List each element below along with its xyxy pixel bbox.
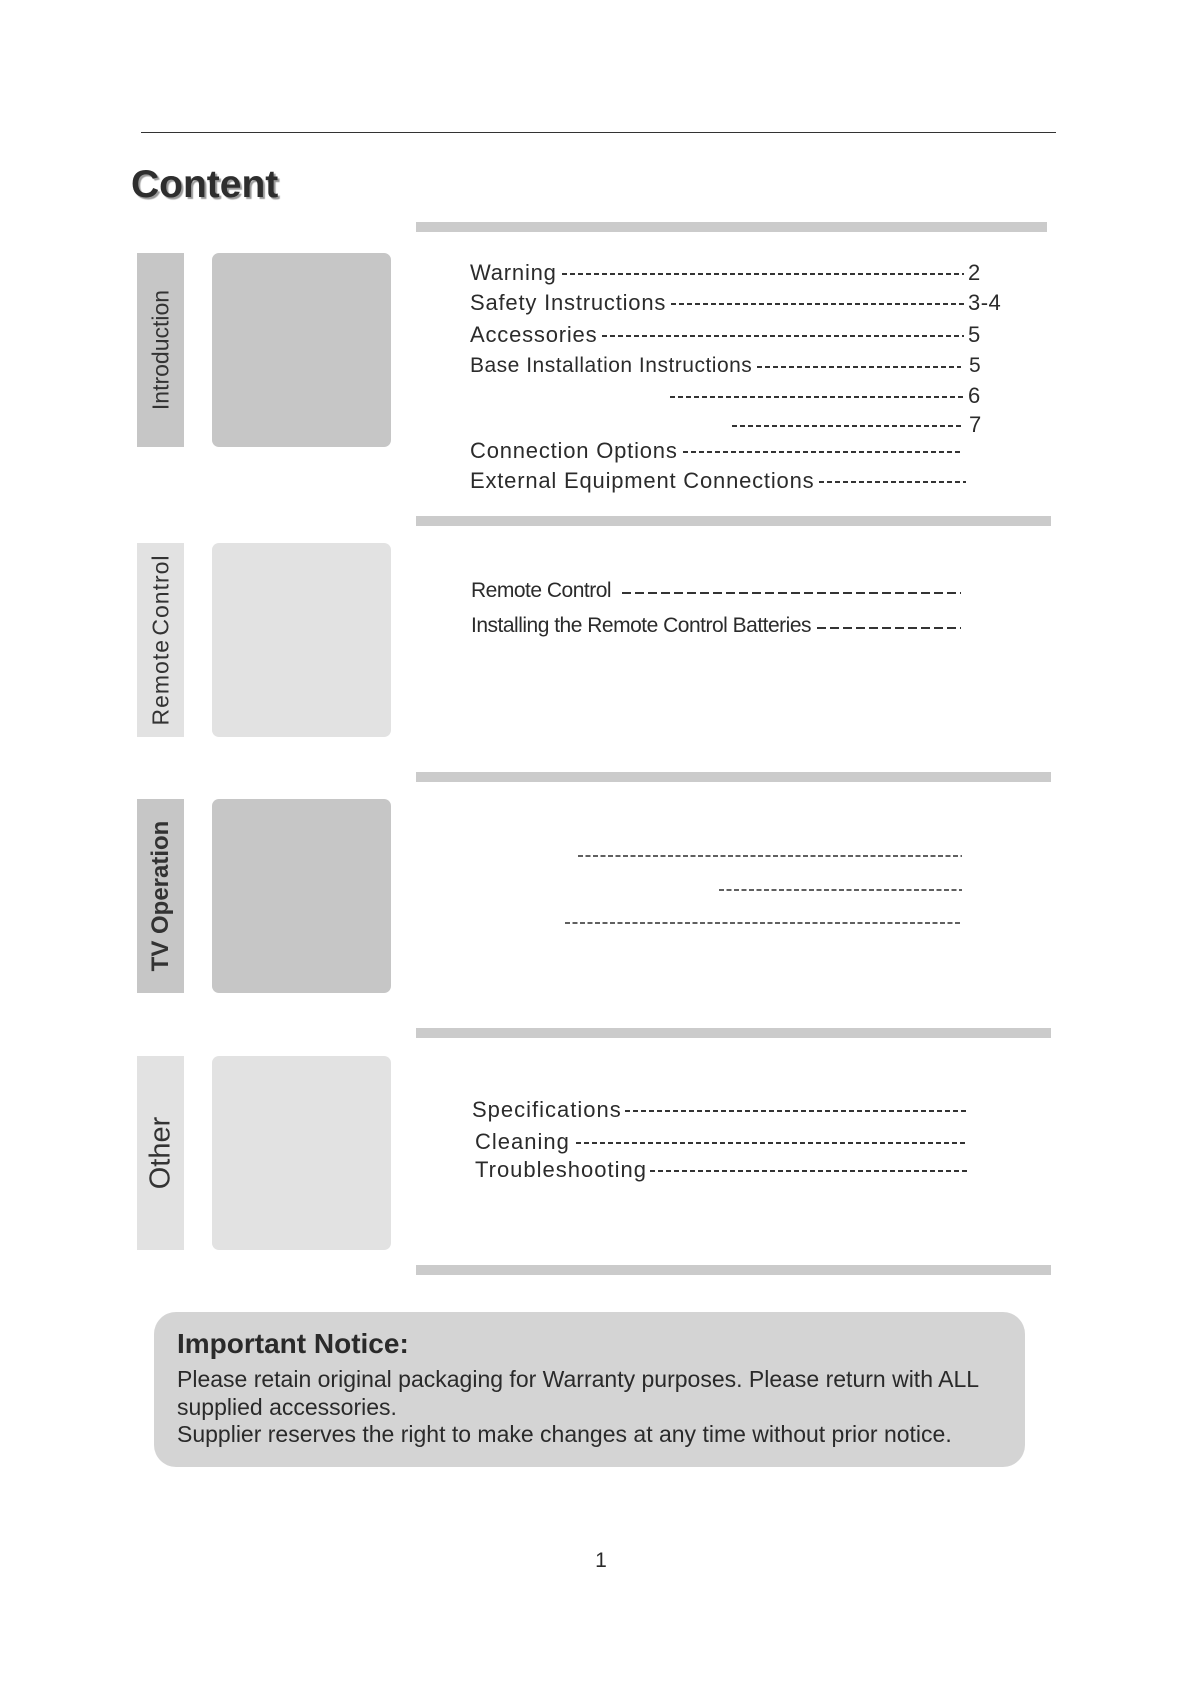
toc-leader bbox=[625, 1096, 967, 1124]
section-divider bbox=[416, 772, 1051, 782]
notice-title: Important Notice: bbox=[177, 1328, 409, 1359]
toc-leader bbox=[670, 382, 964, 410]
section-divider bbox=[416, 516, 1051, 526]
toc-page-number: 3-4 bbox=[968, 290, 1002, 315]
toc-entry bbox=[470, 259, 981, 287]
toc-entry-label: Safety Instructions bbox=[470, 290, 667, 315]
toc-leader bbox=[622, 577, 961, 605]
toc-leader bbox=[819, 467, 966, 495]
header-rule bbox=[141, 132, 1056, 133]
toc-entry bbox=[475, 1128, 967, 1156]
toc-leader bbox=[578, 855, 962, 857]
toc-page-number: 2 bbox=[968, 260, 981, 285]
section-tab-label: Introduction bbox=[147, 289, 173, 411]
section-thumbnail bbox=[212, 543, 391, 737]
section-divider bbox=[416, 1265, 1051, 1275]
section-tab-remote-control bbox=[137, 543, 184, 737]
notice-line: Please retain original packaging for Warranty purposes. Please return with ALL bbox=[177, 1366, 980, 1392]
section-thumbnail bbox=[212, 253, 391, 447]
toc-leader bbox=[757, 352, 961, 380]
toc-entry bbox=[471, 612, 961, 640]
toc-leader bbox=[576, 1128, 967, 1156]
toc-entry bbox=[470, 467, 966, 495]
section-tab-other bbox=[137, 1056, 184, 1250]
toc-entry-label: Installing the Remote Control Batteries bbox=[471, 614, 812, 637]
toc-entry-label: Specifications bbox=[472, 1097, 622, 1122]
section-tab-label: Remote Control bbox=[147, 554, 173, 726]
toc-entry bbox=[470, 437, 962, 465]
toc-entry bbox=[470, 352, 982, 380]
toc-entry bbox=[470, 321, 981, 349]
page-title: Content bbox=[131, 163, 279, 206]
notice-line: supplied accessories. bbox=[177, 1393, 397, 1420]
toc-entry bbox=[471, 577, 961, 605]
toc-entry bbox=[472, 1096, 967, 1124]
toc-page-number: 6 bbox=[968, 383, 981, 408]
toc-entry bbox=[732, 411, 982, 439]
toc-leader bbox=[565, 922, 962, 924]
important-notice-box bbox=[154, 1312, 1025, 1467]
toc-leader bbox=[562, 259, 964, 287]
section-tab-label: TV Operation bbox=[146, 820, 174, 972]
notice-line: Supplier reserves the right to make changes at any time without prior notice. bbox=[177, 1421, 952, 1447]
section-thumbnail bbox=[212, 1056, 391, 1250]
toc-entry-label: Base Installation Instructions bbox=[470, 354, 753, 377]
toc-entry-label: Accessories bbox=[470, 322, 598, 347]
toc-page-number: 5 bbox=[968, 322, 981, 347]
toc-entry-label: Troubleshooting bbox=[475, 1157, 647, 1182]
toc-leader bbox=[817, 612, 961, 640]
toc-entry-label: Cleaning bbox=[475, 1129, 570, 1154]
section-tab-label: Other bbox=[144, 1116, 176, 1190]
section-thumbnail bbox=[212, 799, 391, 993]
toc-entry bbox=[670, 382, 981, 410]
toc-leader bbox=[602, 321, 964, 349]
section-divider bbox=[416, 222, 1047, 232]
page-number: 1 bbox=[595, 1549, 607, 1572]
toc-page-number: 7 bbox=[969, 412, 982, 437]
section-tab-introduction bbox=[137, 253, 184, 447]
section-tab-tv-operation bbox=[137, 799, 184, 993]
toc-entry-label: Remote Control bbox=[471, 579, 612, 602]
toc-leader bbox=[683, 437, 962, 465]
toc-entry-label: Warning bbox=[470, 260, 557, 285]
toc-leader bbox=[719, 889, 962, 891]
toc-leader bbox=[671, 289, 964, 317]
notice-body bbox=[177, 1366, 979, 1449]
toc-leader bbox=[650, 1156, 967, 1184]
toc-entry bbox=[475, 1156, 967, 1184]
toc-leader bbox=[732, 411, 962, 439]
toc-entry bbox=[470, 289, 1002, 317]
toc-entry-label: Connection Options bbox=[470, 438, 678, 463]
section-divider bbox=[416, 1028, 1051, 1038]
toc-entry-label: External Equipment Connections bbox=[470, 468, 815, 493]
toc-page-number: 5 bbox=[969, 354, 982, 377]
